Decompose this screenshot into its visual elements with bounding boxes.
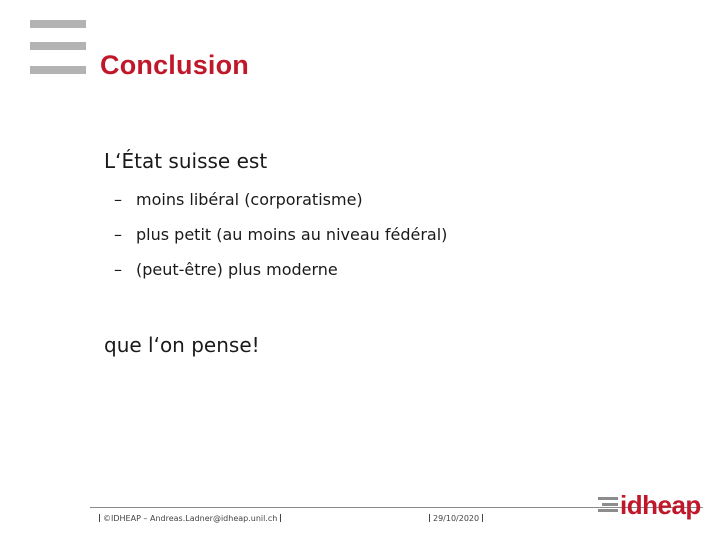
separator	[280, 514, 281, 522]
footer-date-text: 29/10/2020	[433, 514, 480, 523]
logo-text: idheap	[620, 490, 701, 520]
bullet-list	[114, 190, 447, 295]
bullet-item	[114, 225, 447, 260]
menu-bar	[30, 66, 86, 74]
footer-author-text: ©IDHEAP – Andreas.Ladner@idheap.unil.ch	[103, 514, 278, 523]
slide-title: Conclusion	[100, 50, 249, 80]
bullet-text: plus petit (au moins au niveau fédéral)	[136, 225, 448, 244]
idheap-logo	[598, 490, 701, 520]
bullet-item	[114, 190, 447, 225]
bullet-marker: –	[114, 260, 122, 279]
lead-text: L‘État suisse est	[104, 149, 268, 173]
footer-author	[96, 514, 284, 523]
bullet-item	[114, 260, 447, 295]
bullet-marker: –	[114, 225, 122, 244]
logo-bars-icon	[598, 496, 618, 514]
menu-bar	[30, 20, 86, 28]
separator	[429, 514, 430, 522]
menu-bars-icon	[30, 20, 86, 76]
closing-text: que l‘on pense!	[104, 333, 260, 357]
separator	[99, 514, 100, 522]
menu-bar	[30, 42, 86, 50]
bullet-marker: –	[114, 190, 122, 209]
bullet-text: (peut-être) plus moderne	[136, 260, 338, 279]
bullet-text: moins libéral (corporatisme)	[136, 190, 363, 209]
footer-date	[426, 514, 486, 523]
separator	[482, 514, 483, 522]
